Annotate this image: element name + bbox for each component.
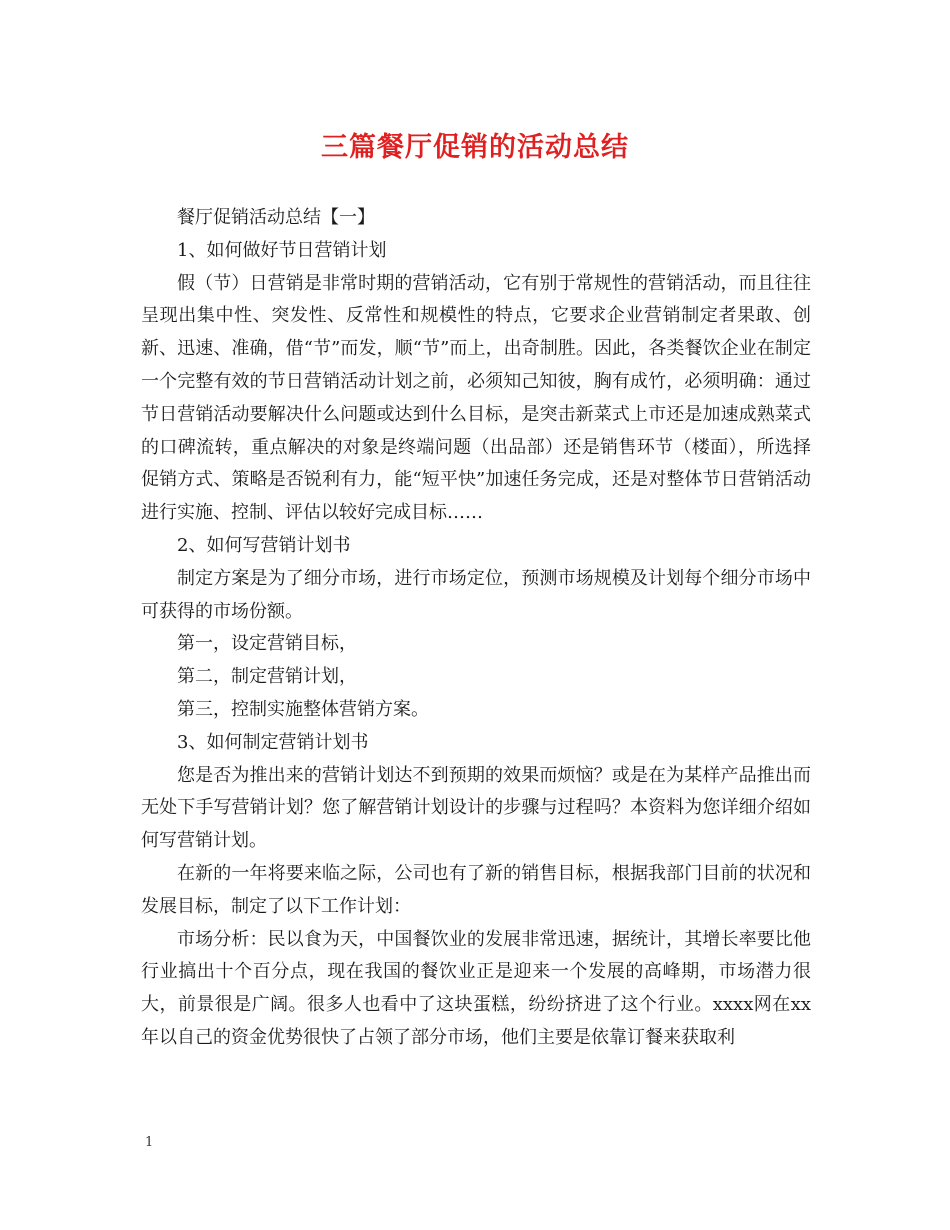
subsection-heading: 1、如何做好节日营销计划 [177,239,387,261]
document-body [141,202,811,1055]
page-number: 1 [145,1135,154,1150]
body-paragraph: 市场分析：民以食为天，中国餐饮业的发展非常迅速，据统计，其增长率要比他行业搞出十个百分点，现在我国的餐饮业正是迎来一个发展的高峰期，市场潜力很大，前景很是广阔。很多人也看中了这块蛋糕，纷纷挤进了这个行业。xxxx网在xx年以自己的资金优势很快了占领了部分市场，他们主要是依靠订餐来获取利 [141,928,811,1048]
body-paragraph: 假（节）日营销是非常时期的营销活动，它有别于常规性的营销活动，而且往往呈现出集中性、突发性、反常性和规模性的特点，它要求企业营销制定者果敢、创新、迅速、准确，借“节”而发，顺“节”而上，出奇制胜。因此，各类餐饮企业在制定一个完整有效的节日营销活动计划之前，必须知己知彼，胸有成竹，必须明确：通过节日营销活动要解决什么问题或达到什么目标，是突击新菜式上市还是加速成熟菜式的口碑流转，重点解决的对象是终端问题（出品部）还是销售环节（楼面），所选择促销方式、策略是否锐利有力，能“短平快”加速任务完成，还是对整体节日营销活动进行实施、控制、评估以较好完成目标…… [141,272,811,524]
section-heading: 餐厅促销活动总结【一】 [177,207,375,228]
subsection-heading: 3、如何制定营销计划书 [177,731,369,753]
body-paragraph: 您是否为推出来的营销计划达不到预期的效果而烦恼？或是在为某样产品推出而无处下手写营销计划？您了解营销计划设计的步骤与过程吗？本资料为您详细介绍如何写营销计划。 [141,764,811,852]
list-item: 第三，控制实施整体营销方案。 [177,698,429,720]
body-paragraph: 在新的一年将要来临之际，公司也有了新的销售目标，根据我部门目前的状况和发展目标，制定了以下工作计划： [141,862,811,917]
subsection-heading: 2、如何写营销计划书 [177,534,351,556]
document-title: 三篇餐厅促销的活动总结 [321,132,629,163]
list-item: 第一，设定营销目标， [177,633,357,655]
list-item: 第二，制定营销计划， [177,666,357,688]
body-paragraph: 制定方案是为了细分市场，进行市场定位，预测市场规模及计划每个细分市场中可获得的市场份额。 [141,567,811,622]
